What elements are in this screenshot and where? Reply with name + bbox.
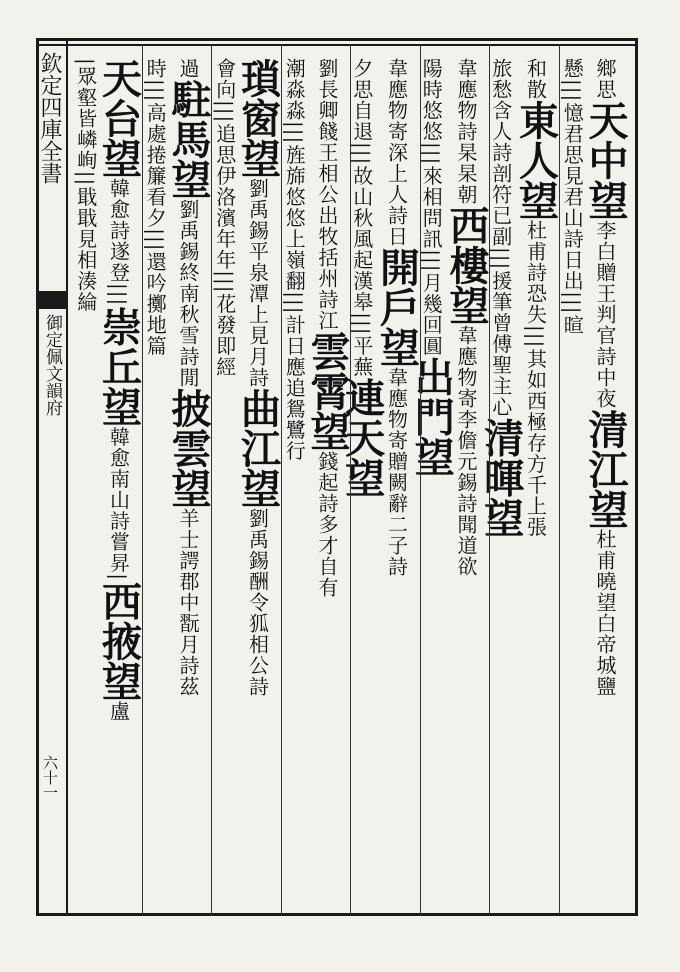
text-column-6 (408, 58, 456, 910)
entry-text: 劉長卿餞王相公出牧括州詩江 (315, 58, 339, 331)
column-rule (489, 44, 490, 914)
text-column-11 (234, 58, 282, 910)
entry-heading: 曲江望 (234, 388, 282, 508)
entry-text: 山詩日出|||暄 (560, 207, 585, 336)
entry-heading: 瑣窗望 (234, 58, 282, 178)
entry-heading: 東人望 (512, 100, 560, 220)
entry-text: |眾壑皆嶙峋 (73, 58, 98, 171)
entry-text: 旅愁 (488, 58, 513, 100)
entry-text: 韋應物寄李儋元錫詩聞道欲 (454, 325, 478, 577)
text-column-14 (144, 58, 175, 910)
entry-text: 過 (176, 58, 200, 79)
entry-heading: 開戶望 (373, 247, 421, 367)
entry-text: |||憶君思見君 (560, 79, 585, 208)
entry-heading: 清江望 (582, 409, 629, 529)
entry-text: 夕|||還吟擲地篇 (143, 207, 168, 357)
entry-heading: 天台望 (95, 58, 143, 178)
entry-text: 杜甫曉望白帝城鹽 (593, 529, 617, 697)
text-column-13 (165, 58, 212, 910)
entry-text: 來相問訊|||月幾回圓 (419, 165, 444, 357)
entry-text: 韓愈南山詩嘗昇| (106, 426, 131, 581)
entry-text: 秋風起漢皋|||平蕪 (349, 207, 374, 378)
entry-text: 含人詩剖符已副|||援筆曾傅聖主心 (488, 100, 513, 418)
entry-text: 劉禹錫酬令狐相公詩 (245, 508, 270, 697)
entry-text: 年年|||花發即經 (212, 228, 237, 378)
entry-text: 和散 (523, 58, 548, 100)
entry-heading: 雲霄望 (304, 331, 351, 451)
text-column-12 (213, 58, 244, 910)
column-rule (350, 44, 351, 914)
entry-text: 李白贈王判官詩中夜 (593, 220, 617, 409)
entry-text: 會向|||追思伊洛濱 (212, 58, 237, 229)
entry-text: 韋應物詩杲杲朝 (454, 58, 478, 205)
entry-text: 韋應物寄深上人詩日 (384, 58, 409, 247)
entry-text: 懸 (560, 58, 585, 79)
entry-text: 劉禹錫平泉潭上見月詩 (245, 178, 270, 388)
text-column-9 (304, 58, 351, 910)
entry-text: 鄉思 (593, 58, 617, 100)
text-column-5 (443, 58, 490, 910)
frame-top-rule (36, 44, 638, 46)
entry-heading: 西樓望 (443, 205, 490, 325)
entry-heading: 駐馬望 (165, 79, 212, 199)
entry-text: 夕思自退|||故山 (349, 58, 374, 208)
text-column-7 (373, 58, 421, 910)
text-column-2 (561, 58, 592, 910)
entry-text: ||戢戢見相湊 (73, 170, 98, 292)
text-column-4 (477, 58, 525, 910)
entry-text: 綸 (73, 291, 98, 313)
entry-heading: 崇丘望 (95, 306, 143, 427)
gutter-book-title: 欽定四庫全書 (37, 52, 62, 184)
entry-text: 盧 (106, 700, 131, 722)
entry-text: 韓愈詩遂登||| (106, 178, 131, 307)
entry-heading: 清暉望 (477, 417, 525, 538)
text-column-10 (283, 58, 314, 910)
entry-text: 杜甫詩恐失|||其如西極存方千上張 (523, 220, 548, 538)
entry-text: 時|||高處捲簾看 (143, 58, 168, 208)
gutter-page-number: 六十一 (41, 755, 59, 800)
entry-heading: 連天望 (338, 377, 386, 498)
column-rule (420, 44, 421, 914)
text-column-16 (74, 58, 105, 910)
entry-text: 潮淼淼|||旌旆悠悠上嶺翻 (282, 58, 307, 292)
entry-heading: 天中望 (582, 100, 629, 220)
text-column-15 (95, 58, 143, 910)
entry-text: |||計日應追鴛鷺行 (282, 291, 307, 462)
entry-text: 韋應物寄贈闕辭二子詩 (384, 367, 409, 577)
entry-heading: 出門望 (408, 356, 456, 477)
text-column-8 (338, 58, 386, 910)
entry-text: 劉禹錫終南秋雪詩閒 (176, 199, 200, 388)
gutter-book-subtitle: 御定佩文韻府 (42, 314, 62, 416)
entry-text: 陽時悠悠||| (419, 58, 444, 166)
entry-text: 羊士諤郡中翫月詩茲 (176, 508, 200, 697)
entry-text: 錢起詩多才自有 (315, 451, 339, 598)
entry-heading: 西掖望 (95, 580, 143, 701)
fishtail-mark (38, 291, 66, 309)
text-column-3 (512, 58, 560, 910)
entry-heading: 披雲望 (165, 388, 212, 508)
text-column-1 (582, 58, 629, 910)
